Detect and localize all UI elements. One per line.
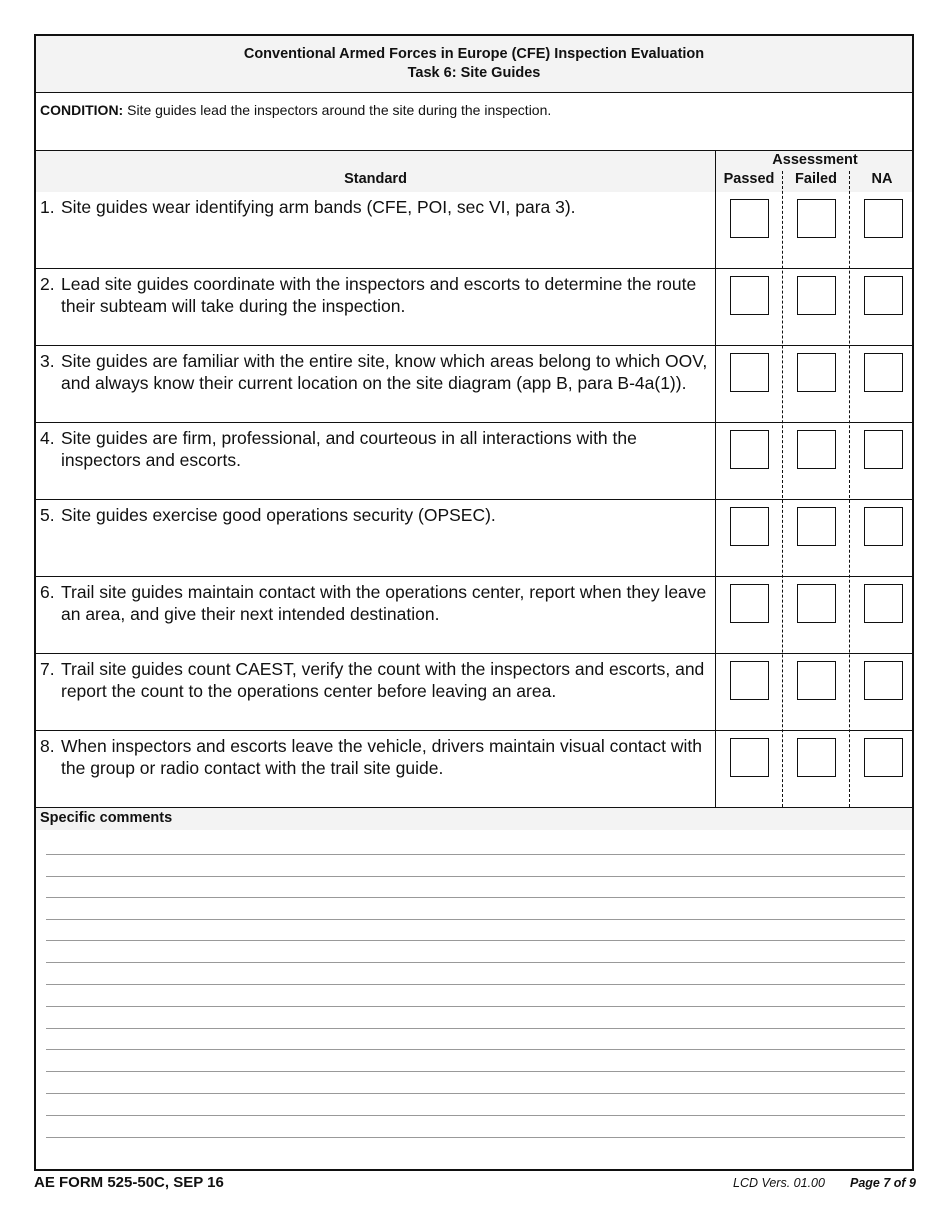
row-number: 2.	[40, 274, 55, 294]
failed-checkbox[interactable]	[797, 661, 836, 700]
na-checkbox[interactable]	[864, 661, 903, 700]
na-checkbox[interactable]	[864, 738, 903, 777]
table-row	[36, 269, 912, 346]
form-title-line1: Conventional Armed Forces in Europe (CFE) Inspection Evaluation	[243, 46, 705, 62]
comment-line	[46, 1115, 905, 1116]
row-number: 4.	[40, 428, 55, 448]
passed-checkbox[interactable]	[730, 661, 769, 700]
table-row	[36, 192, 912, 269]
form-title-line2: Task 6: Site Guides	[407, 65, 541, 81]
comment-line	[46, 1093, 905, 1094]
row-standard-text: Trail site guides count CAEST, verify the count with the inspectors and escorts, and report the count to the operations center before leaving an area.	[61, 659, 705, 701]
failed-checkbox[interactable]	[797, 507, 836, 546]
failed-checkbox[interactable]	[797, 353, 836, 392]
row-number: 5.	[40, 505, 55, 525]
na-checkbox[interactable]	[864, 507, 903, 546]
comment-line	[46, 1071, 905, 1072]
row-standard-text: Lead site guides coordinate with the inspectors and escorts to determine the route their subteam will take during the inspection.	[61, 274, 697, 316]
table-row	[36, 500, 912, 577]
na-checkbox[interactable]	[864, 353, 903, 392]
failed-checkbox[interactable]	[797, 430, 836, 469]
table-row	[36, 654, 912, 731]
passed-checkbox[interactable]	[730, 507, 769, 546]
table-row	[36, 577, 912, 654]
table-header	[36, 151, 912, 192]
comment-line	[46, 1006, 905, 1007]
row-standard-text: Site guides wear identifying arm bands (CFE, POI, sec VI, para 3).	[61, 197, 576, 217]
inspection-form	[34, 34, 914, 1171]
row-standard-text: Site guides are familiar with the entire site, know which areas belong to which OOV, and always know their current location on the site diagram (app B, para B-4a(1)).	[61, 351, 708, 393]
na-checkbox[interactable]	[864, 430, 903, 469]
comment-line	[46, 876, 905, 877]
condition-text: Site guides lead the inspectors around the site during the inspection.	[127, 102, 552, 118]
standard-header: Standard	[344, 171, 407, 187]
passed-checkbox[interactable]	[730, 584, 769, 623]
comment-line	[46, 1028, 905, 1029]
passed-checkbox[interactable]	[730, 430, 769, 469]
na-checkbox[interactable]	[864, 584, 903, 623]
passed-checkbox[interactable]	[730, 276, 769, 315]
form-title	[36, 36, 912, 93]
comment-line	[46, 854, 905, 855]
condition-label: CONDITION:	[40, 102, 124, 118]
column-divider	[715, 150, 716, 807]
row-standard-text: Site guides are firm, professional, and courteous in all interactions with the inspectors and escorts.	[61, 428, 637, 470]
table-row	[36, 346, 912, 423]
failed-checkbox[interactable]	[797, 199, 836, 238]
passed-checkbox[interactable]	[730, 353, 769, 392]
failed-header: Failed	[795, 171, 837, 187]
na-checkbox[interactable]	[864, 199, 903, 238]
passed-checkbox[interactable]	[730, 199, 769, 238]
assessment-header: Assessment	[772, 152, 858, 168]
passed-header: Passed	[723, 171, 775, 187]
row-standard-text: When inspectors and escorts leave the vehicle, drivers maintain visual contact with the group or radio contact with the trail site guide.	[61, 736, 702, 778]
comment-line	[46, 940, 905, 941]
version-label: LCD Vers. 01.00	[733, 1176, 825, 1190]
comment-line	[46, 919, 905, 920]
page-number: Page 7 of 9	[850, 1176, 916, 1190]
column-divider-dashed	[849, 171, 850, 807]
row-standard-text: Trail site guides maintain contact with the operations center, report when they leave an area, and give their next intended destination.	[61, 582, 707, 624]
table-row	[36, 423, 912, 500]
comment-line	[46, 1137, 905, 1138]
comments-header: Specific comments	[36, 808, 912, 830]
row-number: 3.	[40, 351, 55, 371]
condition-section	[36, 93, 912, 151]
table-row	[36, 731, 912, 808]
na-checkbox[interactable]	[864, 276, 903, 315]
form-id: AE FORM 525-50C, SEP 16	[34, 1174, 224, 1191]
comment-line	[46, 962, 905, 963]
na-header: NA	[871, 171, 893, 187]
row-number: 8.	[40, 736, 55, 756]
row-number: 1.	[40, 197, 55, 217]
row-number: 6.	[40, 582, 55, 602]
failed-checkbox[interactable]	[797, 738, 836, 777]
comment-line	[46, 984, 905, 985]
failed-checkbox[interactable]	[797, 584, 836, 623]
row-standard-text: Site guides exercise good operations security (OPSEC).	[61, 505, 496, 525]
passed-checkbox[interactable]	[730, 738, 769, 777]
column-divider-dashed	[782, 171, 783, 807]
failed-checkbox[interactable]	[797, 276, 836, 315]
row-number: 7.	[40, 659, 55, 679]
comment-line	[46, 897, 905, 898]
comment-line	[46, 1049, 905, 1050]
